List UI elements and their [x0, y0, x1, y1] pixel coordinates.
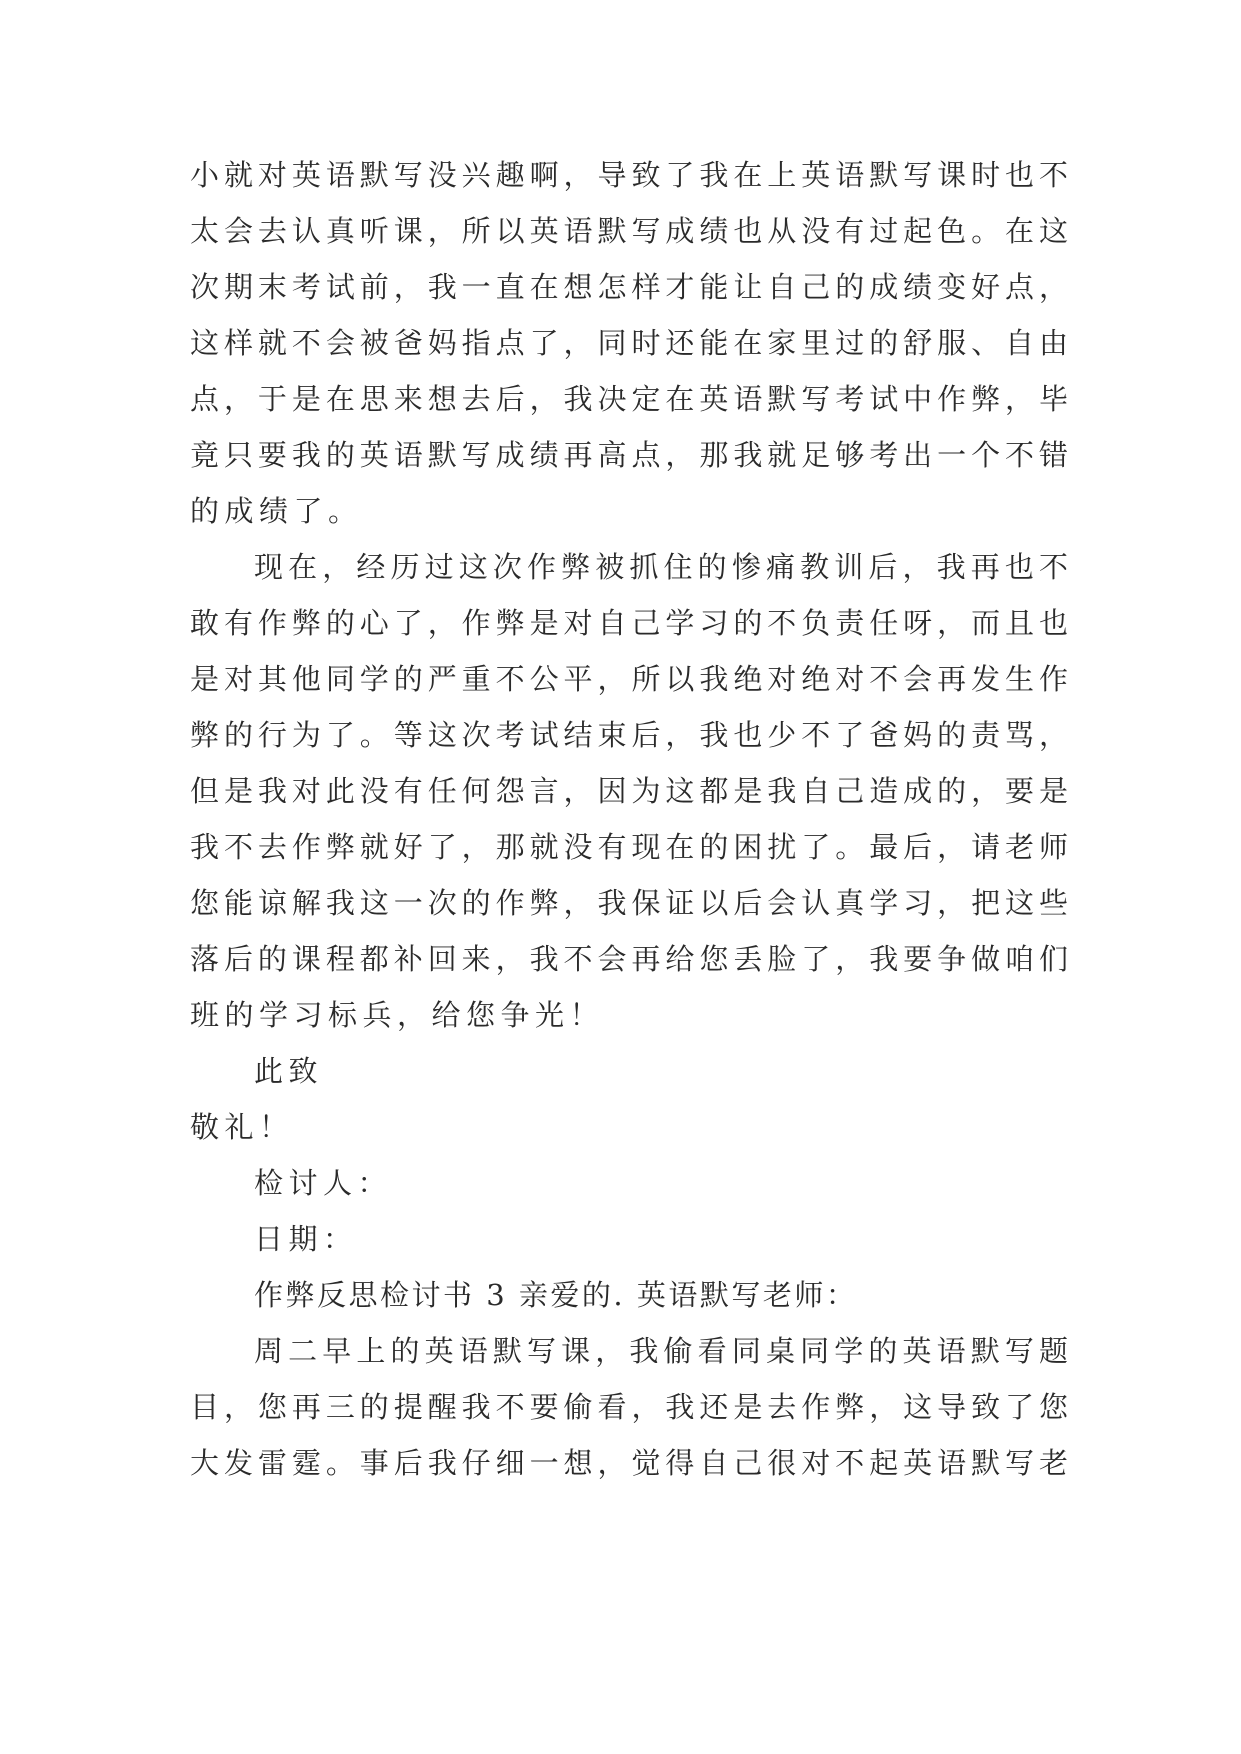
paragraph-2-line: 敢有作弊的心了，作弊是对自己学习的不负责任呀，而且也 [190, 606, 1068, 640]
paragraph-2-line: 弊的行为了。等这次考试结束后，我也少不了爸妈的责骂， [190, 718, 1068, 752]
paragraph-2-line: 您能谅解我这一次的作弊，我保证以后会认真学习，把这些 [190, 886, 1068, 920]
paragraph-3-line: 目，您再三的提醒我不要偷看，我还是去作弊，这导致了您 [190, 1390, 1068, 1424]
closing-regards: 敬礼！ [190, 1110, 294, 1144]
paragraph-1-line: 点，于是在思来想去后，我决定在英语默写考试中作弊，毕 [190, 382, 1068, 416]
date-label: 日期： [254, 1222, 358, 1256]
paragraph-2-line: 落后的课程都补回来，我不会再给您丢脸了，我要争做咱们 [190, 942, 1068, 976]
paragraph-2-line: 我不去作弊就好了，那就没有现在的困扰了。最后，请老师 [190, 830, 1068, 864]
paragraph-3-line: 大发雷霆。事后我仔细一想，觉得自己很对不起英语默写老 [190, 1446, 1068, 1480]
paragraph-3-first-line: 周二早上的英语默写课，我偷看同桌同学的英语默写题 [254, 1334, 1068, 1368]
paragraph-1-line: 这样就不会被爸妈指点了，同时还能在家里过的舒服、自由 [190, 326, 1068, 360]
next-letter-heading: 作弊反思检讨书 3 亲爱的. 英语默写老师： [254, 1278, 858, 1312]
paragraph-2-line: 班的学习标兵，给您争光！ [190, 998, 605, 1032]
paragraph-1-line: 竟只要我的英语默写成绩再高点，那我就足够考出一个不错 [190, 438, 1068, 472]
paragraph-1-line: 小就对英语默写没兴趣啊，导致了我在上英语默写课时也不 [190, 158, 1068, 192]
paragraph-2-line: 是对其他同学的严重不公平，所以我绝对绝对不会再发生作 [190, 662, 1068, 696]
paragraph-1-line: 太会去认真听课，所以英语默写成绩也从没有过起色。在这 [190, 214, 1068, 248]
paragraph-1-line: 次期末考试前，我一直在想怎样才能让自己的成绩变好点， [190, 270, 1068, 304]
closing-salutation: 此致 [254, 1054, 324, 1088]
paragraph-1-line: 的成绩了。 [190, 494, 363, 528]
paragraph-2-first-line: 现在，经历过这次作弊被抓住的惨痛教训后，我再也不 [254, 550, 1068, 584]
paragraph-2-line: 但是我对此没有任何怨言，因为这都是我自己造成的，要是 [190, 774, 1068, 808]
signer-label: 检讨人： [254, 1166, 393, 1200]
